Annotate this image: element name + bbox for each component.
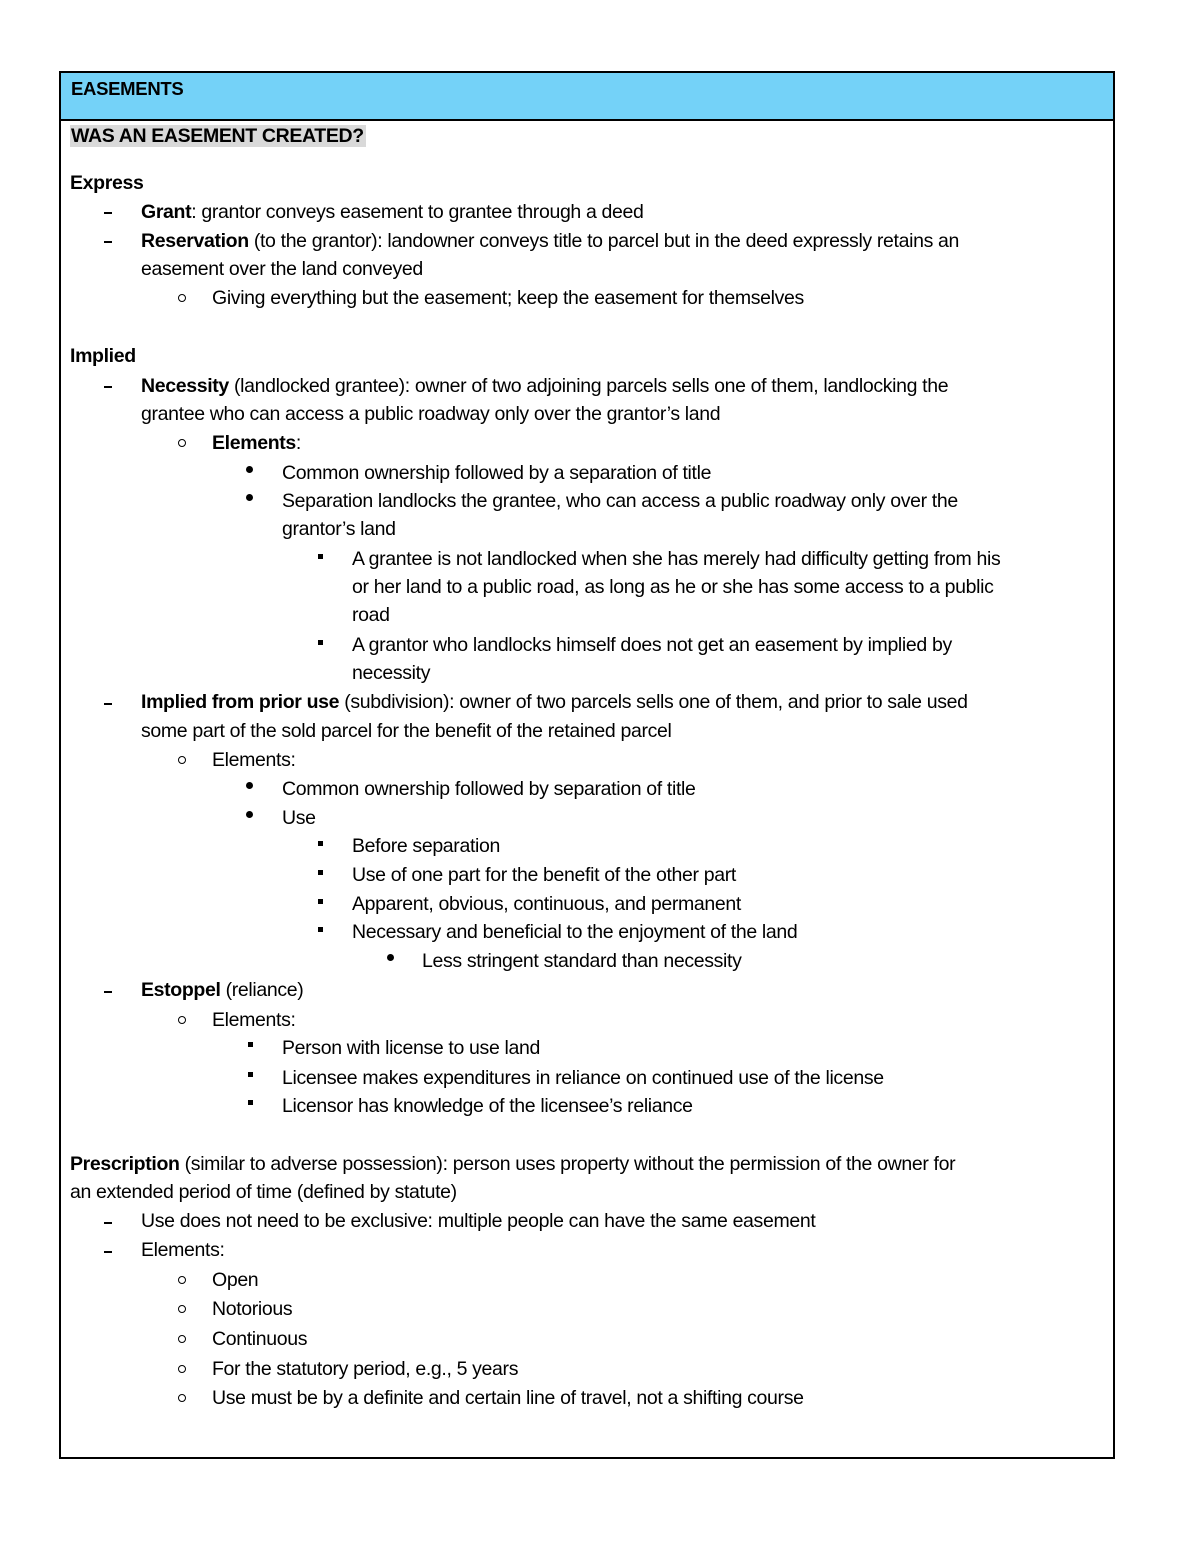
dash-bullet [104, 212, 112, 214]
prescription-item-2: Elements: [141, 1239, 225, 1261]
square-bullet [318, 899, 323, 904]
dot-bullet [246, 782, 253, 789]
express-heading: Express [70, 172, 144, 194]
estoppel-element-1: Person with license to use land [282, 1037, 540, 1059]
necessity-element-1: Common ownership followed by a separation of title [282, 462, 712, 484]
prescription-element-5: Use must be by a definite and certain line of travel, not a shifting course [212, 1387, 804, 1409]
square-bullet [318, 554, 323, 559]
prescription-element-1: Open [212, 1269, 259, 1291]
section-title: WAS AN EASEMENT CREATED? [71, 125, 364, 147]
necessity-elements: Elements: [212, 432, 301, 454]
prior-use-item-cont: some part of the sold parcel for the benefit of the retained parcel [141, 720, 672, 742]
square-bullet [248, 1072, 253, 1077]
square-bullet [318, 870, 323, 875]
square-bullet [318, 927, 323, 932]
header-bar [61, 73, 1113, 121]
square-bullet [248, 1100, 253, 1105]
prescription-element-3: Continuous [212, 1328, 308, 1350]
square-bullet [248, 1042, 253, 1047]
estoppel-element-3: Licensor has knowledge of the licensee’s reliance [282, 1095, 693, 1117]
prior-use-item: Implied from prior use (subdivision): owner of two parcels sells one of them, and prior to sale used [141, 691, 968, 713]
prescription-heading-cont: an extended period of time (defined by statute) [70, 1181, 457, 1203]
circle-bullet [178, 1394, 186, 1402]
circle-bullet [178, 1335, 186, 1343]
document-title: EASEMENTS [71, 78, 184, 99]
prescription-heading: Prescription (similar to adverse possession): person uses property without the permission of the owner for [70, 1153, 956, 1175]
necessity-note-1: A grantee is not landlocked when she has merely had difficulty getting from his [352, 548, 1001, 570]
prior-use-use-2: Use of one part for the benefit of the other part [352, 864, 736, 886]
dot-bullet [387, 954, 394, 961]
circle-bullet [178, 1276, 186, 1284]
reservation-item: Reservation (to the grantor): landowner conveys title to parcel but in the deed expressly retains an [141, 230, 960, 252]
prior-use-use-4: Necessary and beneficial to the enjoyment of the land [352, 921, 798, 943]
prior-use-use-3: Apparent, obvious, continuous, and permanent [352, 893, 741, 915]
necessity-element-2: Separation landlocks the grantee, who can access a public roadway only over the [282, 490, 958, 512]
dot-bullet [246, 494, 253, 501]
reservation-item-cont: easement over the land conveyed [141, 258, 423, 280]
circle-bullet [178, 439, 186, 447]
estoppel-elements: Elements: [212, 1009, 296, 1031]
dash-bullet [104, 703, 112, 705]
prior-use-use-1: Before separation [352, 835, 500, 857]
implied-heading: Implied [70, 345, 136, 367]
estoppel-item: Estoppel (reliance) [141, 979, 304, 1001]
necessity-note-2: A grantor who landlocks himself does not get an easement by implied by [352, 634, 952, 656]
square-bullet [318, 841, 323, 846]
square-bullet [318, 640, 323, 645]
prior-use-use-4-sub: Less stringent standard than necessity [422, 950, 742, 972]
necessity-note-1-cont: road [352, 604, 390, 626]
circle-bullet [178, 756, 186, 764]
prescription-item-1: Use does not need to be exclusive: multiple people can have the same easement [141, 1210, 816, 1232]
circle-bullet [178, 1365, 186, 1373]
necessity-note-1-cont: or her land to a public road, as long as he or she has some access to a public [352, 576, 994, 598]
prescription-element-2: Notorious [212, 1298, 293, 1320]
grant-item: Grant: grantor conveys easement to grantee through a deed [141, 201, 644, 223]
dash-bullet [104, 386, 112, 388]
circle-bullet [178, 294, 186, 302]
prior-use-element-2: Use [282, 807, 316, 829]
prior-use-elements: Elements: [212, 749, 296, 771]
necessity-item-cont: grantee who can access a public roadway only over the grantor’s land [141, 403, 721, 425]
prior-use-element-1: Common ownership followed by separation of title [282, 778, 696, 800]
circle-bullet [178, 1305, 186, 1313]
reservation-subitem: Giving everything but the easement; keep the easement for themselves [212, 287, 804, 309]
prescription-element-4: For the statutory period, e.g., 5 years [212, 1358, 519, 1380]
necessity-item: Necessity (landlocked grantee): owner of two adjoining parcels sells one of them, landlocking the [141, 375, 949, 397]
dash-bullet [104, 1251, 112, 1253]
necessity-note-2-cont: necessity [352, 662, 431, 684]
dot-bullet [246, 466, 253, 473]
estoppel-element-2: Licensee makes expenditures in reliance on continued use of the license [282, 1067, 884, 1089]
dash-bullet [104, 1222, 112, 1224]
dash-bullet [104, 991, 112, 993]
necessity-element-2-cont: grantor’s land [282, 518, 396, 540]
dash-bullet [104, 241, 112, 243]
dot-bullet [246, 811, 253, 818]
circle-bullet [178, 1016, 186, 1024]
